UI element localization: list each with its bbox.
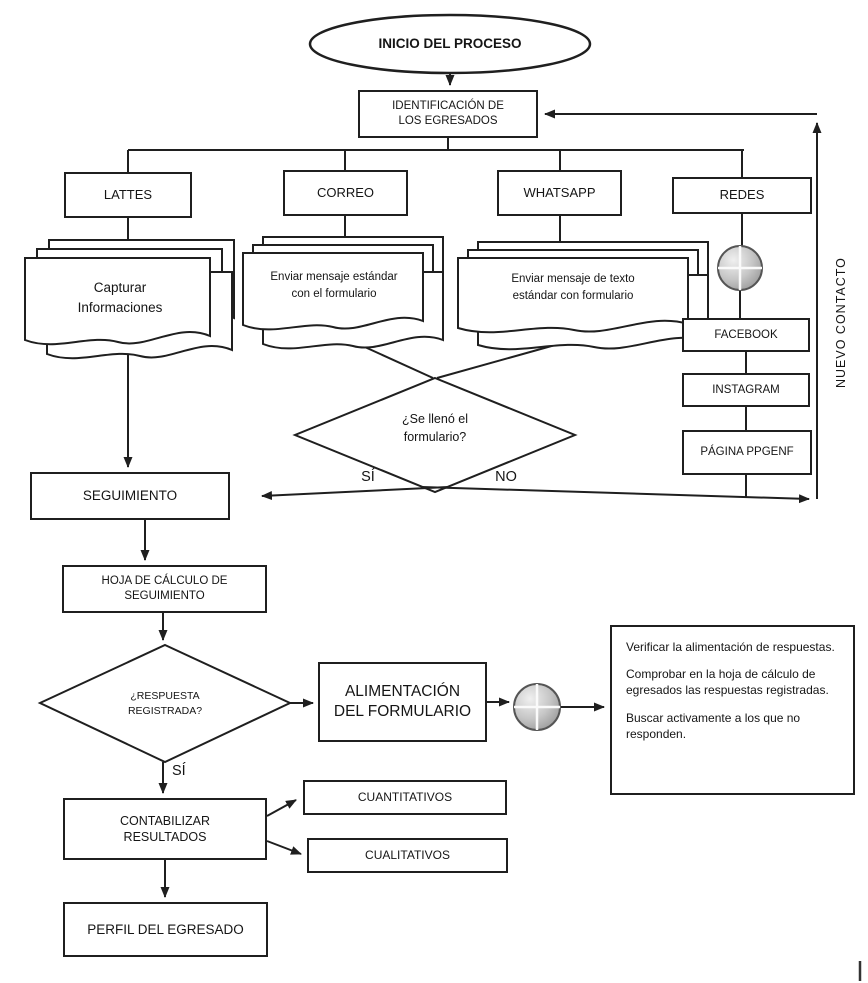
instagram-node: INSTAGRAM: [682, 373, 810, 407]
identificacion-line1: IDENTIFICACIÓN DE: [392, 100, 504, 113]
doc-lattes-label: [45, 278, 195, 319]
hoja-calculo-node: [62, 565, 267, 613]
connector-junction-icon: [718, 246, 762, 290]
ppgenf-node: PÁGINA PPGENF: [682, 430, 812, 475]
decision1-no-label: NO: [495, 469, 517, 485]
cualitativos-node: CUALITATIVOS: [307, 838, 508, 873]
decision2-yes-label: SÍ: [172, 763, 186, 779]
decision-formulario-label: [355, 411, 515, 446]
doc-correo-line2: con el formulario: [291, 287, 377, 300]
decision1-line2: formulario?: [403, 429, 467, 444]
perfil-egresado-node: PERFIL DEL EGRESADO: [63, 902, 268, 957]
lattes-node: LATTES: [64, 172, 192, 218]
identificacion-node: [358, 90, 538, 138]
decision1-yes-label: SÍ: [361, 469, 375, 485]
decision1-branch-lines: [262, 487, 809, 499]
cuantitativos-node: CUANTITATIVOS: [303, 780, 507, 815]
verification-note-box: [610, 625, 855, 795]
note-paragraph-3: Buscar activamente a los que no responden.: [626, 710, 801, 741]
note-paragraph-1: Verificar la alimentación de respuestas.: [626, 640, 835, 654]
alimentacion-line1: ALIMENTACIÓN: [344, 682, 461, 700]
contabilizar-line1: CONTABILIZAR: [119, 813, 211, 828]
nuevo-contacto-label: NUEVO CONTACTO: [834, 257, 848, 388]
hoja-line1: HOJA DE CÁLCULO DE: [101, 575, 228, 588]
decision2-line1: ¿RESPUESTA: [130, 690, 200, 702]
decision2-line2: REGISTRADA?: [127, 705, 203, 718]
doc-whatsapp-label: [470, 271, 676, 304]
facebook-node: FACEBOOK: [682, 318, 810, 352]
doc-lattes-line1: Capturar: [93, 280, 147, 295]
hoja-line2: SEGUIMIENTO: [124, 590, 205, 602]
connector-junction-icon: [514, 684, 560, 730]
start-node-label: INICIO DEL PROCESO: [378, 36, 522, 51]
whatsapp-node: WHATSAPP: [497, 170, 622, 216]
doc-correo-label: [253, 269, 415, 302]
alimentacion-node: [318, 662, 487, 742]
contabilizar-line2: RESULTADOS: [123, 830, 207, 844]
doc-correo-line1: Enviar mensaje estándar: [270, 271, 398, 283]
decision1-line1: ¿Se llenó el: [401, 412, 468, 426]
redes-node: REDES: [672, 177, 812, 214]
doc-whatsapp-line2: estándar con formulario: [512, 289, 634, 302]
note-paragraph-2: Comprobar en la hoja de cálculo de egresados las respuestas registradas.: [626, 667, 829, 698]
contabilizar-node: [63, 798, 267, 860]
seguimiento-node: SEGUIMIENTO: [30, 472, 230, 520]
doc-lattes-line2: Informaciones: [77, 300, 163, 316]
alimentacion-line2: DEL FORMULARIO: [333, 703, 472, 720]
identificacion-line2: LOS EGRESADOS: [398, 115, 498, 127]
doc-whatsapp-line1: Enviar mensaje de texto: [511, 273, 635, 285]
decision-respuesta-label: [90, 689, 240, 719]
correo-node: CORREO: [283, 170, 408, 216]
